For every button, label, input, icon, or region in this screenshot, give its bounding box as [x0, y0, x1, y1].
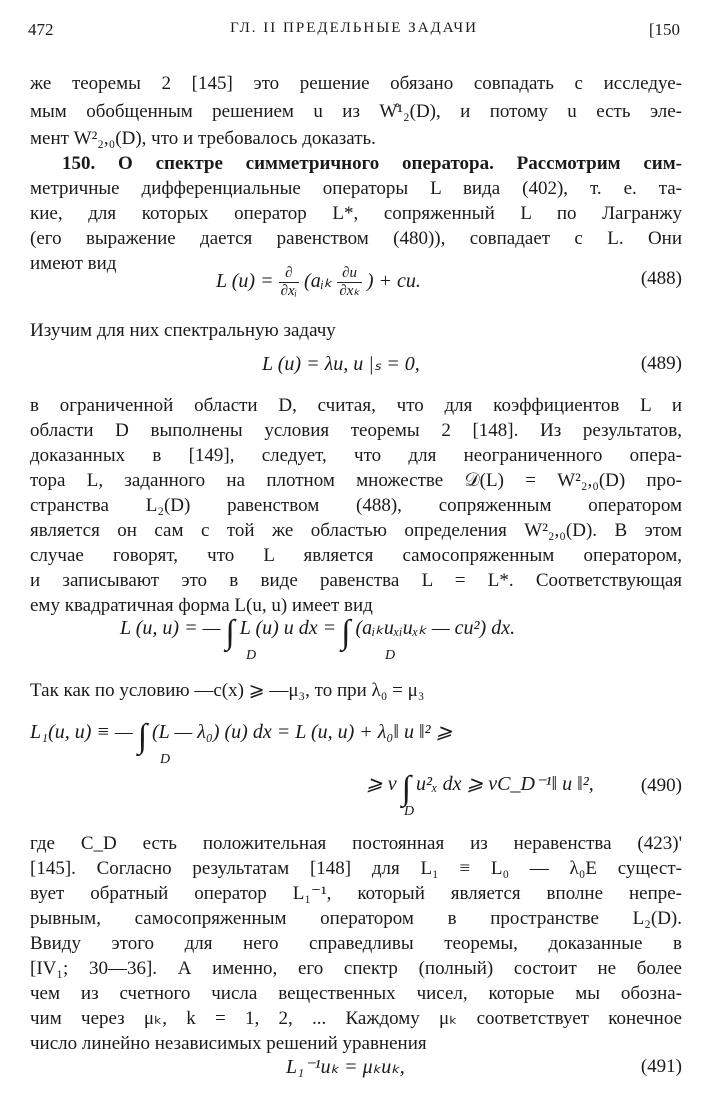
equation-number: (490) — [640, 775, 682, 796]
formula-part: L (u) u dx = — [234, 617, 342, 639]
integral-limit: D — [246, 648, 257, 663]
text-line: же теоремы 2 [145] это решение обязано совпадать с исследуе- — [30, 73, 682, 94]
text-line: где C_D есть положительная постоянная из неравенства (423)' — [30, 833, 682, 854]
running-header — [28, 20, 680, 48]
text-line: вует обратный оператор L₁⁻¹, который является вполне непре- — [30, 883, 682, 904]
formula-part: ) + cu. — [366, 270, 421, 293]
integral-limit: D — [404, 804, 415, 819]
formula-part: (L — λ₀) (u) dx = L (u, u) + λ₀‖ u ‖² ⩾ — [147, 721, 453, 743]
text-line: кие, для которых оператор L*, сопряженный L по Лагранжу — [30, 203, 682, 224]
running-title: ГЛ. II ПРЕДЕЛЬНЫЕ ЗАДАЧИ — [230, 20, 478, 36]
text-line: области D выполнены условия теоремы 2 [148]. Из результатов, — [30, 420, 682, 441]
equation-number: (488) — [640, 268, 682, 289]
text-line: чем из счетного числа вещественных чисел, которые мы обозна- — [30, 983, 682, 1004]
text-line: доказанных в [149], следует, что для неограниченного опера- — [30, 445, 682, 466]
formula-part: ⩾ ν — [366, 773, 402, 795]
text-line: и записывают это в виде равенства L = L*. Соответствующая — [30, 570, 682, 591]
text-line: [145]. Согласно результатам [148] для L₁ ≡ L₀ — λ₀E сущест- — [30, 858, 682, 879]
text-line: метричные дифференциальные операторы L вида (402), т. е. та- — [30, 178, 682, 199]
integral-sign: ∫ — [225, 614, 235, 651]
formula-part: u²ₓ dx ⩾ νC_D⁻¹‖ u ‖², — [410, 773, 594, 795]
formula-490-line2 — [366, 770, 594, 807]
numerator: ∂ — [279, 265, 299, 283]
text-line: странства L₂(D) равенством (488), сопряженным оператором — [30, 495, 682, 516]
integral-limit: D — [385, 648, 396, 663]
formula-quadratic-form — [120, 614, 516, 651]
page-number: 472 — [28, 20, 54, 39]
formula-part: L₁(u, u) ≡ — — [30, 721, 138, 743]
text-line: Изучим для них спектральную задачу — [30, 320, 336, 341]
equation-number: (489) — [640, 353, 682, 374]
fraction — [337, 265, 361, 300]
equation-number: (491) — [640, 1056, 682, 1077]
integral-sign: ∫ — [341, 614, 351, 651]
formula-491: L₁⁻¹uₖ = μₖuₖ, — [286, 1056, 405, 1078]
integral-sign: ∫ — [401, 770, 411, 807]
formula-490-line1 — [30, 718, 453, 755]
section-heading: 150. О спектре симметричного оператора. Рассмотрим сим- — [62, 153, 682, 174]
text-line: Так как по условию —c(x) ⩾ —μ₃, то при λ₀ = μ₃ — [30, 680, 425, 701]
formula-part: (aᵢₖ — [304, 270, 338, 293]
formula-489: L (u) = λu, u |ₛ = 0, — [262, 353, 420, 375]
numerator: ∂u — [337, 265, 361, 283]
text-line: является он сам с той же областью определения W²₂,₀(D). В этом — [30, 520, 682, 541]
text-line: ему квадратичная форма L(u, u) имеет вид — [30, 595, 373, 616]
integral-limit: D — [160, 752, 171, 767]
text-line: чим через μₖ, k = 1, 2, ... Каждому μₖ соответствует конечное — [30, 1008, 682, 1029]
text-line: тора L, заданного на плотном множестве 𝒟(L) = W²₂,₀(D) про- — [30, 470, 682, 491]
text-line: случае говорят, что L является самосопряженным оператором, — [30, 545, 682, 566]
text-line: рывным, самосопряженным оператором в пространстве L₂(D). — [30, 908, 682, 929]
text-line: мент W²₂,₀(D), что и требовалось доказать. — [30, 128, 376, 149]
formula-part: L (u, u) = — — [120, 617, 226, 639]
formula-488 — [216, 265, 421, 300]
denominator: ∂xᵢ — [280, 283, 298, 299]
denominator: ∂xₖ — [339, 283, 360, 299]
text-line: в ограниченной области D, считая, что для коэффициентов L и — [30, 395, 682, 416]
formula-part: (aᵢₖuₓᵢuₓₖ — cu²) dx. — [350, 617, 516, 639]
text-line: Ввиду этого для него справедливы теоремы, доказанные в — [30, 933, 682, 954]
formula-part: L (u) = — [216, 270, 279, 293]
integral-sign: ∫ — [137, 718, 148, 755]
section-marker: [150 — [648, 20, 680, 39]
text-line: число линейно независимых решений уравнения — [30, 1033, 427, 1054]
fraction — [279, 265, 299, 300]
text-line: имеют вид — [30, 253, 117, 274]
text-line: [IV₁; 30—36]. А именно, его спектр (полный) состоит не более — [30, 958, 682, 979]
text-line: (его выражение дается равенством (480)), совпадает с L. Они — [30, 228, 682, 249]
text-line: мым обобщенным решением u из W̊¹₂(D), и потому u есть эле- — [30, 101, 682, 122]
